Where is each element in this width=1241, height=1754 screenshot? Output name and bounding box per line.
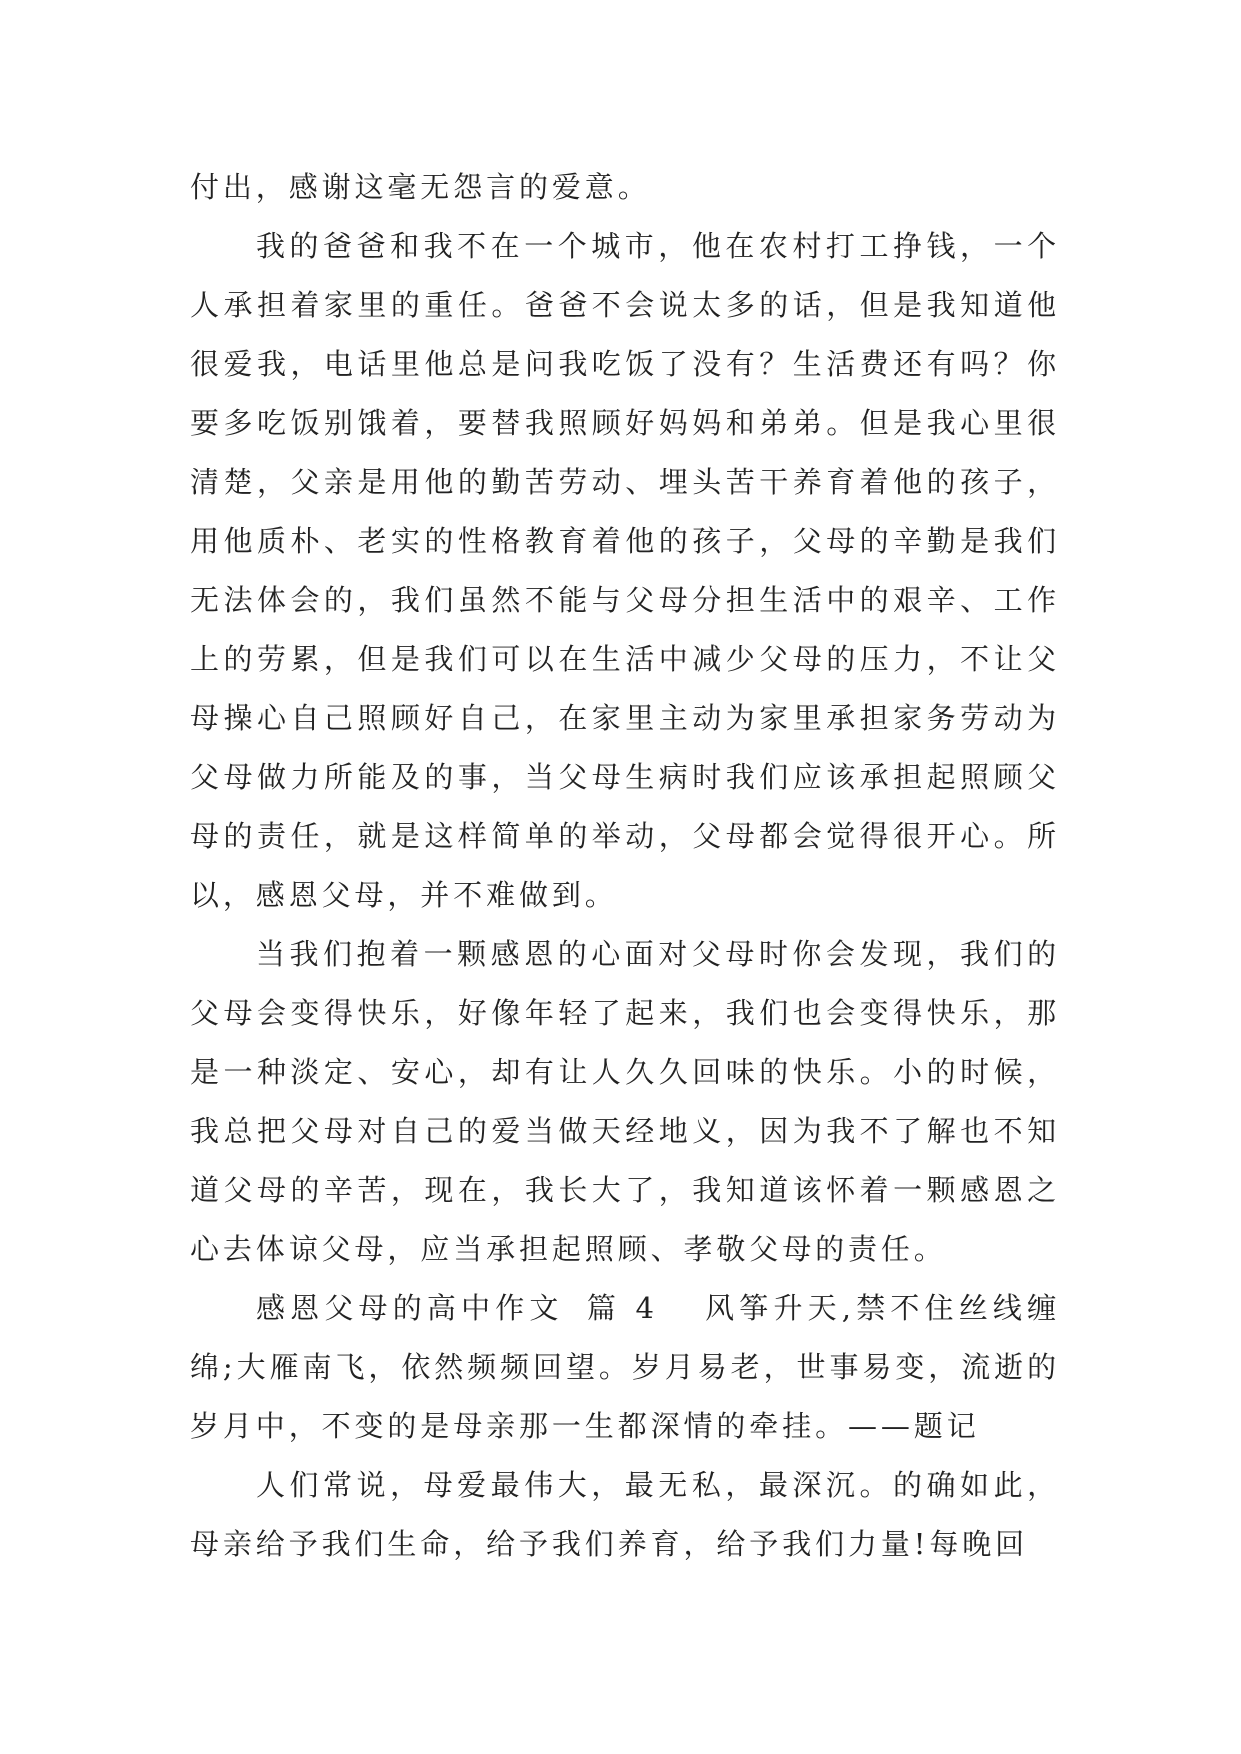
- document-body: [190, 158, 1060, 1574]
- section-epigraph: 风筝升天,禁不住丝线缠绵;大雁南飞，依然频频回望。岁月易老，世事易变，流逝的岁月中，不变的是母亲那一生都深情的牵挂。——题记: [190, 1291, 1060, 1443]
- section-title: 感恩父母的高中作文: [256, 1291, 564, 1325]
- paragraph-2: 我的爸爸和我不在一个城市，他在农村打工挣钱，一个人承担着家里的重任。爸爸不会说太多的话，但是我知道他很爱我，电话里他总是问我吃饭了没有？生活费还有吗？你要多吃饭别饿着，要替我照顾好妈妈和弟弟。但是我心里很清楚，父亲是用他的勤苦劳动、埋头苦干养育着他的孩子，用他质朴、老实的性格教育着他的孩子，父母的辛勤是我们无法体会的，我们虽然不能与父母分担生活中的艰辛、工作上的劳累，但是我们可以在生活中减少父母的压力，不让父母操心自己照顾好自己，在家里主动为家里承担家务劳动为父母做力所能及的事，当父母生病时我们应该承担起照顾父母的责任，就是这样简单的举动，父母都会觉得很开心。所以，感恩父母，并不难做到。: [190, 229, 1060, 912]
- paragraph-5: 人们常说，母爱最伟大，最无私，最深沉。的确如此，母亲给予我们生命，给予我们养育，给予我们力量!每晚回: [190, 1468, 1060, 1561]
- section-label: 篇 4: [585, 1291, 658, 1325]
- paragraph-1: 付出，感谢这毫无怨言的爱意。: [190, 170, 651, 204]
- paragraph-3: 当我们抱着一颗感恩的心面对父母时你会发现，我们的父母会变得快乐，好像年轻了起来，我们也会变得快乐，那是一种淡定、安心，却有让人久久回味的快乐。小的时候，我总把父母对自己的爱当做天经地义，因为我不了解也不知道父母的辛苦，现在，我长大了，我知道该怀着一颗感恩之心去体谅父母，应当承担起照顾、孝敬父母的责任。: [190, 937, 1060, 1266]
- section-heading-paragraph: [190, 1279, 1060, 1456]
